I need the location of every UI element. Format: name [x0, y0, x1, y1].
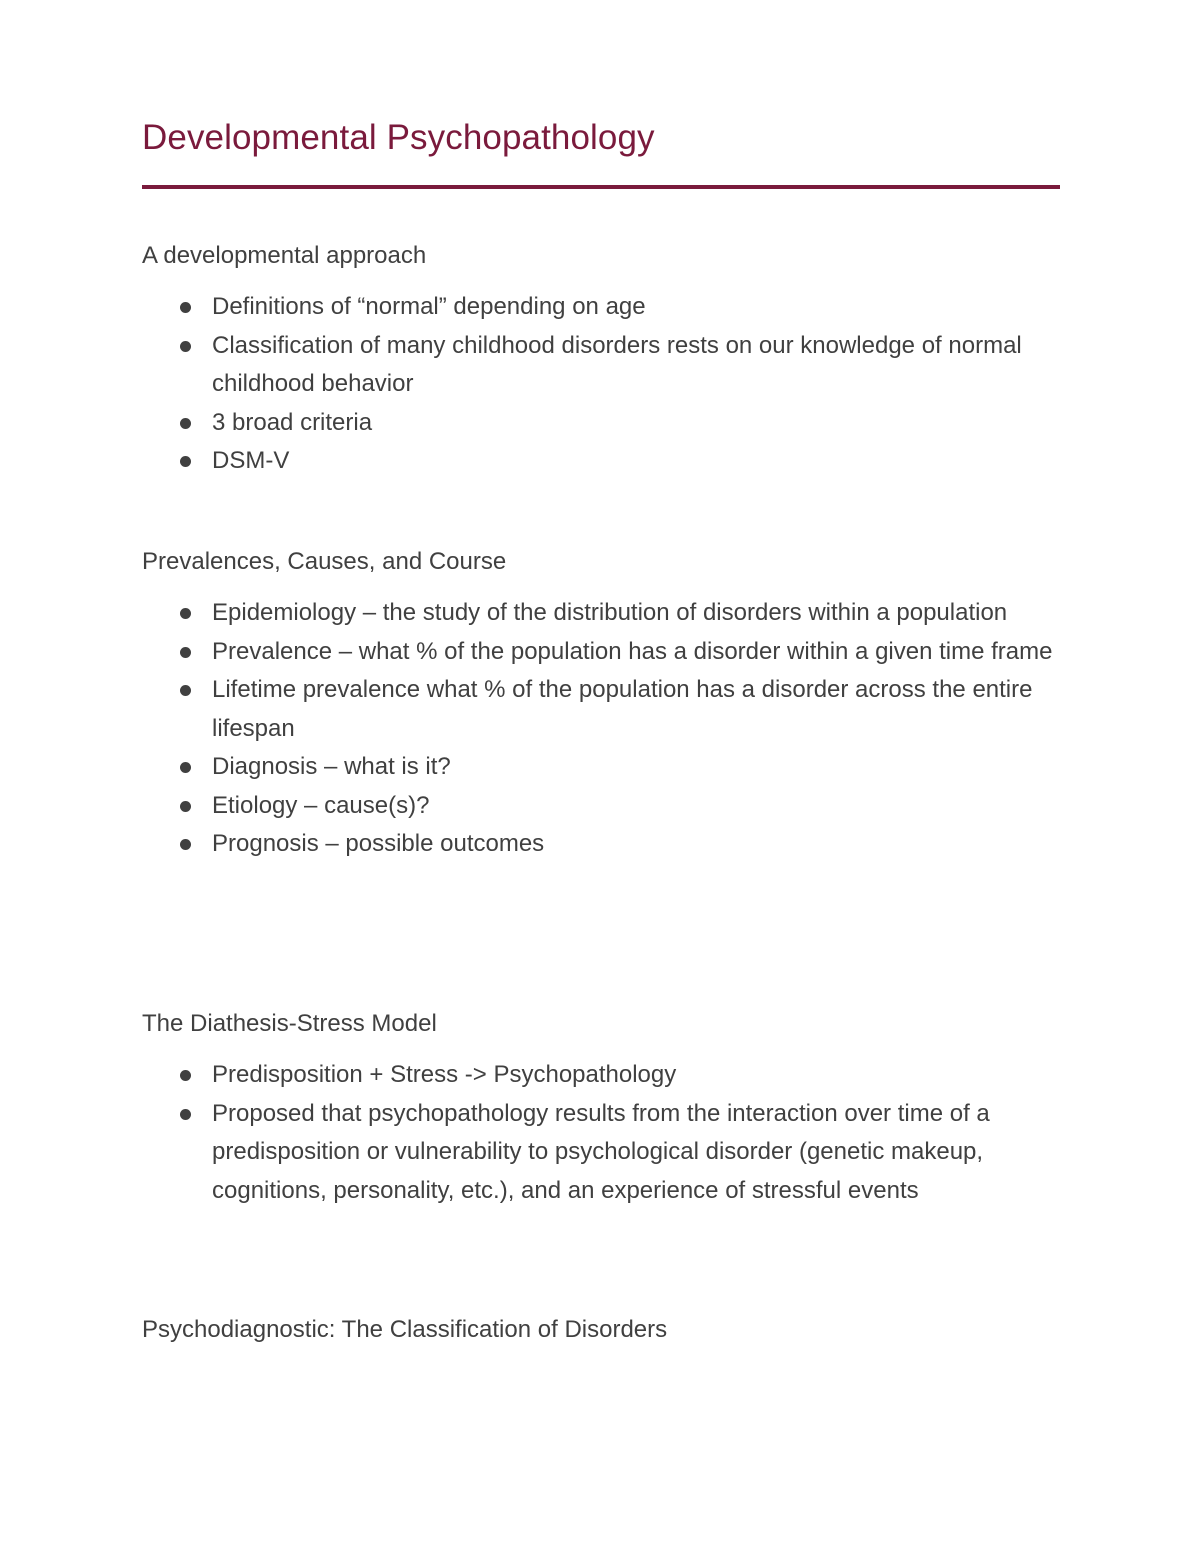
bullet-dot-icon — [180, 456, 191, 467]
list-item: Diagnosis – what is it? — [142, 748, 1060, 787]
list-item: Prevalence – what % of the population has a disorder within a given time frame — [142, 633, 1060, 672]
list-item: Etiology – cause(s)? — [142, 787, 1060, 826]
bullet-dot-icon — [180, 647, 191, 658]
title-underline — [142, 185, 1060, 189]
section-heading: The Diathesis-Stress Model — [142, 1010, 437, 1037]
bullet-dot-icon — [180, 1070, 191, 1081]
section-diathesis-stress-model — [142, 1009, 1060, 1210]
section-psychodiagnostic — [142, 1315, 1060, 1362]
section-developmental-approach — [142, 241, 1060, 481]
list-item: Definitions of “normal” depending on age — [142, 288, 1060, 327]
section-prevalences-causes-course — [142, 547, 1060, 864]
list-item: Predisposition + Stress -> Psychopathology — [142, 1056, 1060, 1095]
document-title: Developmental Psychopathology — [142, 118, 655, 157]
bullet-list — [142, 288, 1060, 481]
bullet-dot-icon — [180, 1109, 191, 1120]
bullet-dot-icon — [180, 801, 191, 812]
section-heading: A developmental approach — [142, 242, 427, 269]
bullet-list — [142, 1056, 1060, 1210]
list-item: DSM-V — [142, 442, 1060, 481]
bullet-list — [142, 594, 1060, 864]
section-heading: Prevalences, Causes, and Course — [142, 548, 507, 575]
list-item: Lifetime prevalence what % of the population has a disorder across the entire lifespan — [142, 671, 1060, 748]
list-item: Epidemiology – the study of the distribution of disorders within a population — [142, 594, 1060, 633]
bullet-dot-icon — [180, 608, 191, 619]
bullet-dot-icon — [180, 302, 191, 313]
section-heading: Psychodiagnostic: The Classification of Disorders — [142, 1316, 668, 1343]
list-item: Prognosis – possible outcomes — [142, 825, 1060, 864]
document-page — [142, 0, 1060, 1553]
bullet-dot-icon — [180, 418, 191, 429]
list-item: 3 broad criteria — [142, 404, 1060, 443]
bullet-dot-icon — [180, 839, 191, 850]
list-item: Classification of many childhood disorders rests on our knowledge of normal childhood behavior — [142, 327, 1060, 404]
bullet-dot-icon — [180, 341, 191, 352]
bullet-dot-icon — [180, 685, 191, 696]
bullet-dot-icon — [180, 762, 191, 773]
list-item: Proposed that psychopathology results from the interaction over time of a predisposition or vulnerability to psychological disorder (genetic makeup, cognitions, personality, etc.), and an experience of stressful events — [142, 1095, 1060, 1211]
